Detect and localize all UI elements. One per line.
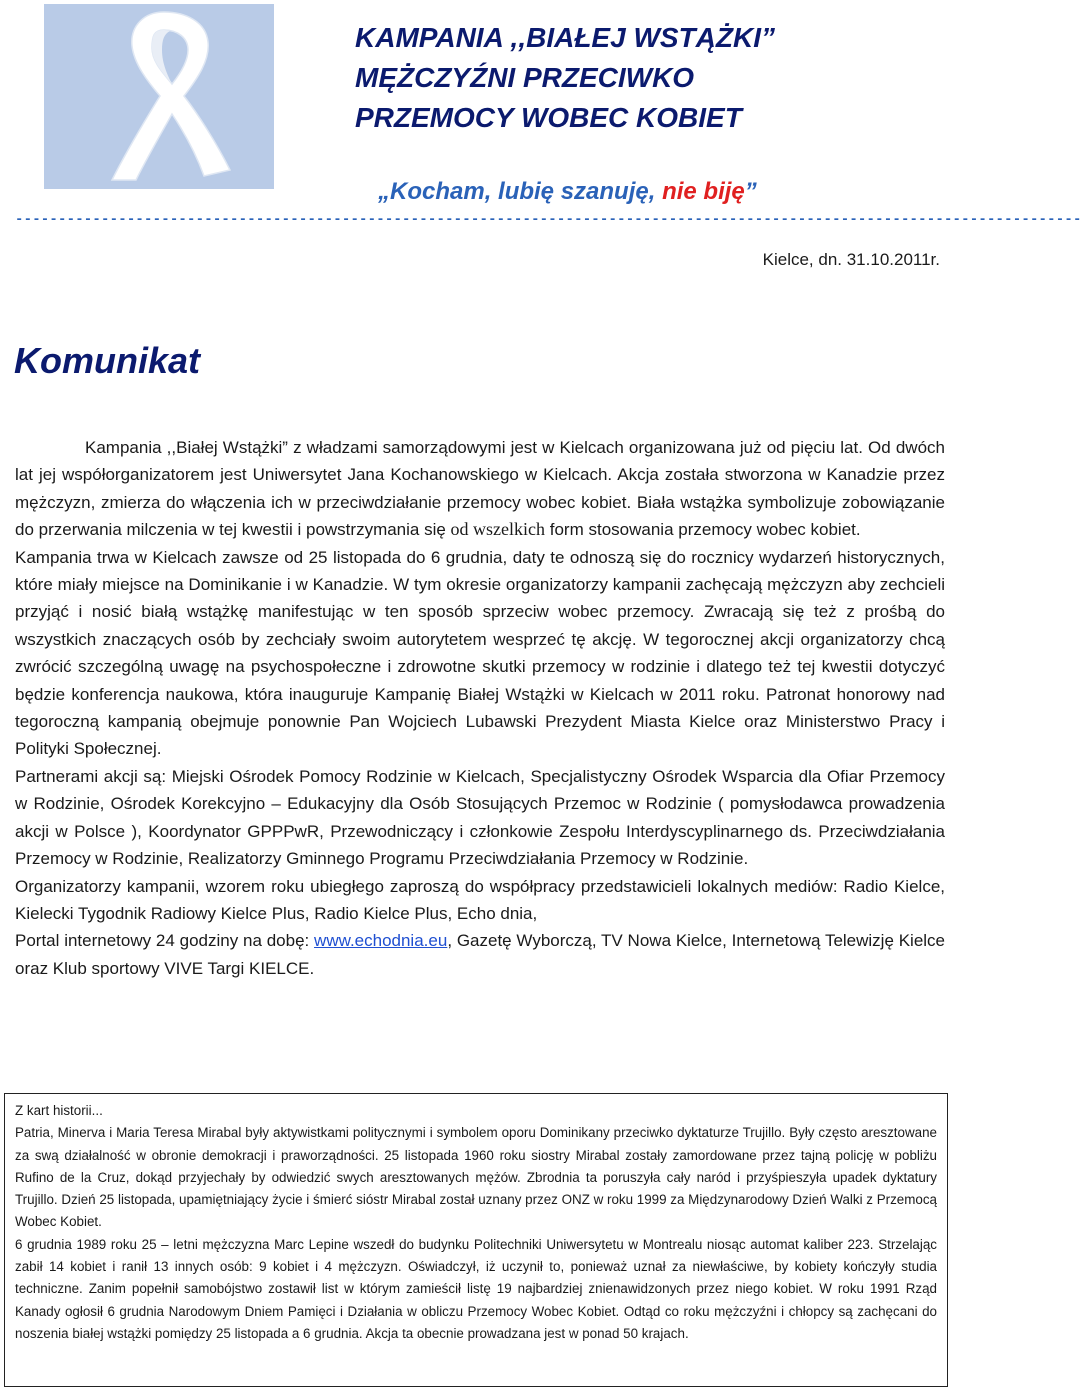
paragraph-text: Portal internetowy 24 godziny na dobę: [15, 931, 315, 951]
title-line: MĘŻCZYŹNI PRZECIWKO [355, 62, 695, 93]
title-line: PRZEMOCY WOBEC KOBIET [355, 102, 742, 133]
slogan [378, 178, 757, 206]
paragraph-text: Kampania ,,Białej Wstążki” z władzami samorządowymi jest w Kielcach organizowana już od pięciu lat. Od dwóch lat jej współorganizatorem jest Uniwersytet Jana Kochanowskiego w Kielcach. Akcja została stworzona w Kanadzie przez mężczyzn, zmierza do włączenia ich w przeciwdziałanie przemocy wobec kobiet. Biała wstążka symbolizuje zobowiązanie do przerwania milczenia w tej kwestii i powstrzymania się [15, 438, 945, 540]
communique-body [15, 434, 945, 982]
paragraph: Kampania trwa w Kielcach zawsze od 25 listopada do 6 grudnia, daty te odnoszą się do rocznicy wydarzeń historycznych, które miały miejsce na Dominikanie i w Kanadzie. W tym okresie organizatorzy kampanii zachęcają mężczyzn aby zechcieli przyjąć i nosić białą wstążkę manifestując w ten sposób sprzeciw wobec przemocy. Zwracają się też z prośbą do wszystkich znaczących osób by zechciały swoim autorytetem wesprzeć tę akcję. W tegorocznej akcji organizatorzy chcą zwrócić szczególną uwagę na psychospołeczne i zdrowotne skutki przemocy w rodzinie i dlatego też tej kwestii dotyczyć będzie konferencja naukowa, która inauguruje Kampanię Białej Wstążki w Kielcach w 2011 roku. Patronat honorowy nad tegoroczną kampanią obejmuje ponownie Pan Wojciech Lubawski Prezydent Miasta Kielce oraz Ministerstwo Pracy i Polityki Społecznej. [15, 547, 945, 759]
history-paragraph: 6 grudnia 1989 roku 25 – letni mężczyzna Marc Lepine wszedł do budynku Politechniki Uniwersytetu w Montrealu niosąc automat kaliber 223. Strzelając zabił 14 kobiet i ranił 13 innych osób: 9 kobiet i 4 mężczyzn. Oświadczył, iż uczynił to, ponieważ uznał za niewłaściwe, by kobiety kończyły studia techniczne. Zanim popełnił samobójstwo zostawił list w którym zamieścił listę 19 najbardziej znienawidzonych przez niego kobiet. W roku 1991 Rząd Kanady ogłosił 6 grudnia Narodowym Dniem Pamięci i Działania w obliczu Przemocy Wobec Kobiet. Odtąd co roku mężczyźni i chłopcy są zachęcani do noszenia białej wstążki pomiędzy 25 listopada a 6 grudnia. Akcja ta obecnie prowadzana jest w ponad 50 krajach. [15, 1236, 937, 1341]
history-title: Z kart historii... [15, 1103, 103, 1118]
paragraph-text: form stosowania przemocy wobec kobiet. [545, 520, 861, 540]
white-ribbon-icon [44, 4, 274, 189]
paragraph [15, 873, 945, 983]
paragraph-text: , Gazetę Wyborczą, TV Nowa Kielce, Internetową Telewizję Kielce oraz Klub sportowy VIVE Targi KIELCE. [15, 931, 946, 978]
campaign-logo [44, 4, 274, 189]
history-paragraph: Patria, Minerva i Maria Teresa Mirabal były aktywistkami politycznymi i symbolem oporu Dominikany przeciwko dyktaturze Trujillo. Były często aresztowane za swą działalność w obronie demokracji i praworządności. 25 listopada 1960 roku siostry Mirabal zostały zamordowane przez tajną policję w pobliżu Rufino de la Cruz, dokąd przyjechały by odwiedzić swych aresztowanych mężów. Zbrodnia ta poruszyła cały naród i przyśpieszyła upadek dyktatury Trujillo. Dzień 25 listopada, upamiętniający życie i śmierć sióstr Mirabal został uznany przez ONZ w roku 1999 za Międzynarodowy Dzień Walki z Przemocą Wobec Kobiet. [15, 1125, 937, 1230]
paragraph: Partnerami akcji są: Miejski Ośrodek Pomocy Rodzinie w Kielcach, Specjalistyczny Ośrodek Wsparcia dla Ofiar Przemocy w Rodzinie, Ośrodek Korekcyjno – Edukacyjny dla Osób Stosujących Przemoc w Rodzinie ( pomysłodawca prowadzenia akcji w Polsce ), Koordynator GPPPwR, Przewodniczący i członkowie Zespołu Interdyscyplinarnego ds. Przeciwdziałania Przemocy w Rodzinie, Realizatorzy Gminnego Programu Przeciwdziałania Przemocy w Rodzinie. [15, 766, 945, 869]
dashed-divider: ---------------------------------------------------------------------------------------------------------------------------- [15, 212, 1082, 228]
echodnia-link[interactable]: www.echodnia.eu [314, 931, 448, 951]
history-box [4, 1093, 948, 1387]
paragraph-text: Organizatorzy kampanii, wzorem roku ubiegłego zaproszą do współpracy przedstawicieli lokalnych mediów: Radio Kielce, Kielecki Tygodnik Radiowy Kielce Plus, Radio Kielce Plus, Echo dnia, [15, 876, 945, 923]
slogan-highlight: nie biję [662, 178, 745, 205]
page-heading: Komunikat [14, 340, 201, 381]
paragraph [15, 434, 945, 544]
document-date: Kielce, dn. 31.10.2011r. [762, 250, 940, 269]
paragraph-serif-text: od wszelkich [450, 519, 546, 540]
campaign-title [355, 18, 775, 138]
slogan-close: ” [744, 178, 757, 205]
slogan-text: „Kocham, lubię szanuję, [378, 178, 663, 205]
title-line: KAMPANIA ,,BIAŁEJ WSTĄŻKI” [355, 22, 775, 53]
